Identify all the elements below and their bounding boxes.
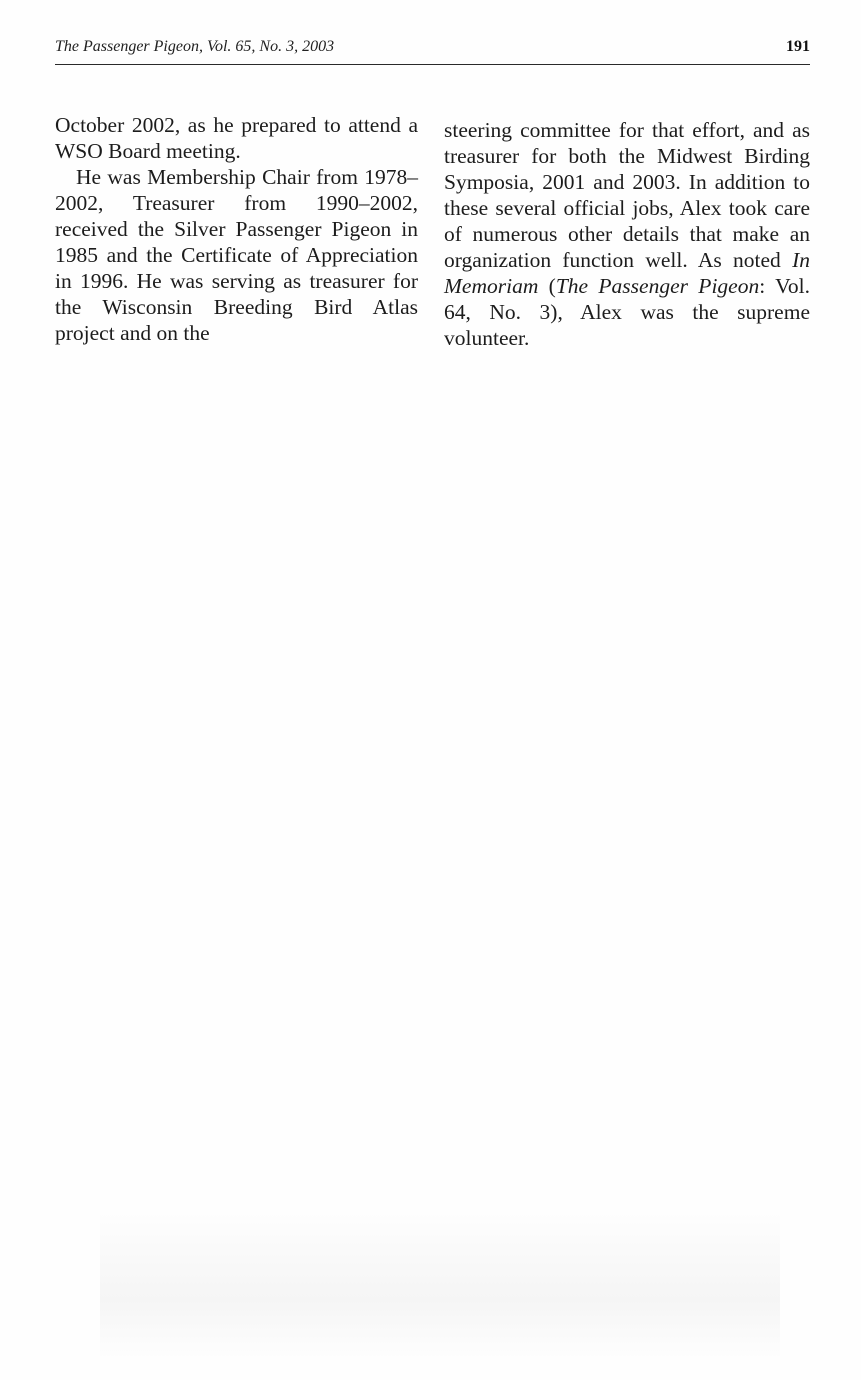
journal-title: The Passenger Pigeon xyxy=(555,274,760,298)
paragraph-service-record: He was Membership Chair from 1978–2002, Treasurer from 1990–2002, received the Silver Passenger Pigeon in 1985 and the Certificate of Appreciation in 1996. He was serving as treasurer for the Wisconsin Breeding Bird Atlas project and on the xyxy=(55,165,418,345)
body-text: ( xyxy=(538,274,556,298)
right-column xyxy=(444,117,810,351)
in-memoriam-title: In Memoriam xyxy=(444,248,810,298)
left-column xyxy=(55,112,418,346)
running-header xyxy=(55,36,810,65)
show-through-shading xyxy=(100,1210,780,1360)
page-number: 191 xyxy=(786,38,810,55)
body-text: : Vol. 64, No. 3), Alex was the supreme volunteer. xyxy=(444,274,810,350)
paragraph-steering-committee xyxy=(444,117,810,351)
paragraph-continued: October 2002, as he prepared to attend a WSO Board meeting. xyxy=(55,113,418,163)
journal-citation: The Passenger Pigeon, Vol. 65, No. 3, 2003 xyxy=(55,38,335,55)
body-text: steering committee for that effort, and as treasurer for both the Midwest Birding Symposia, 2001 and 2003. In addition to these several official jobs, Alex took care of numerous other details that make an organization function well. As noted xyxy=(444,118,810,272)
